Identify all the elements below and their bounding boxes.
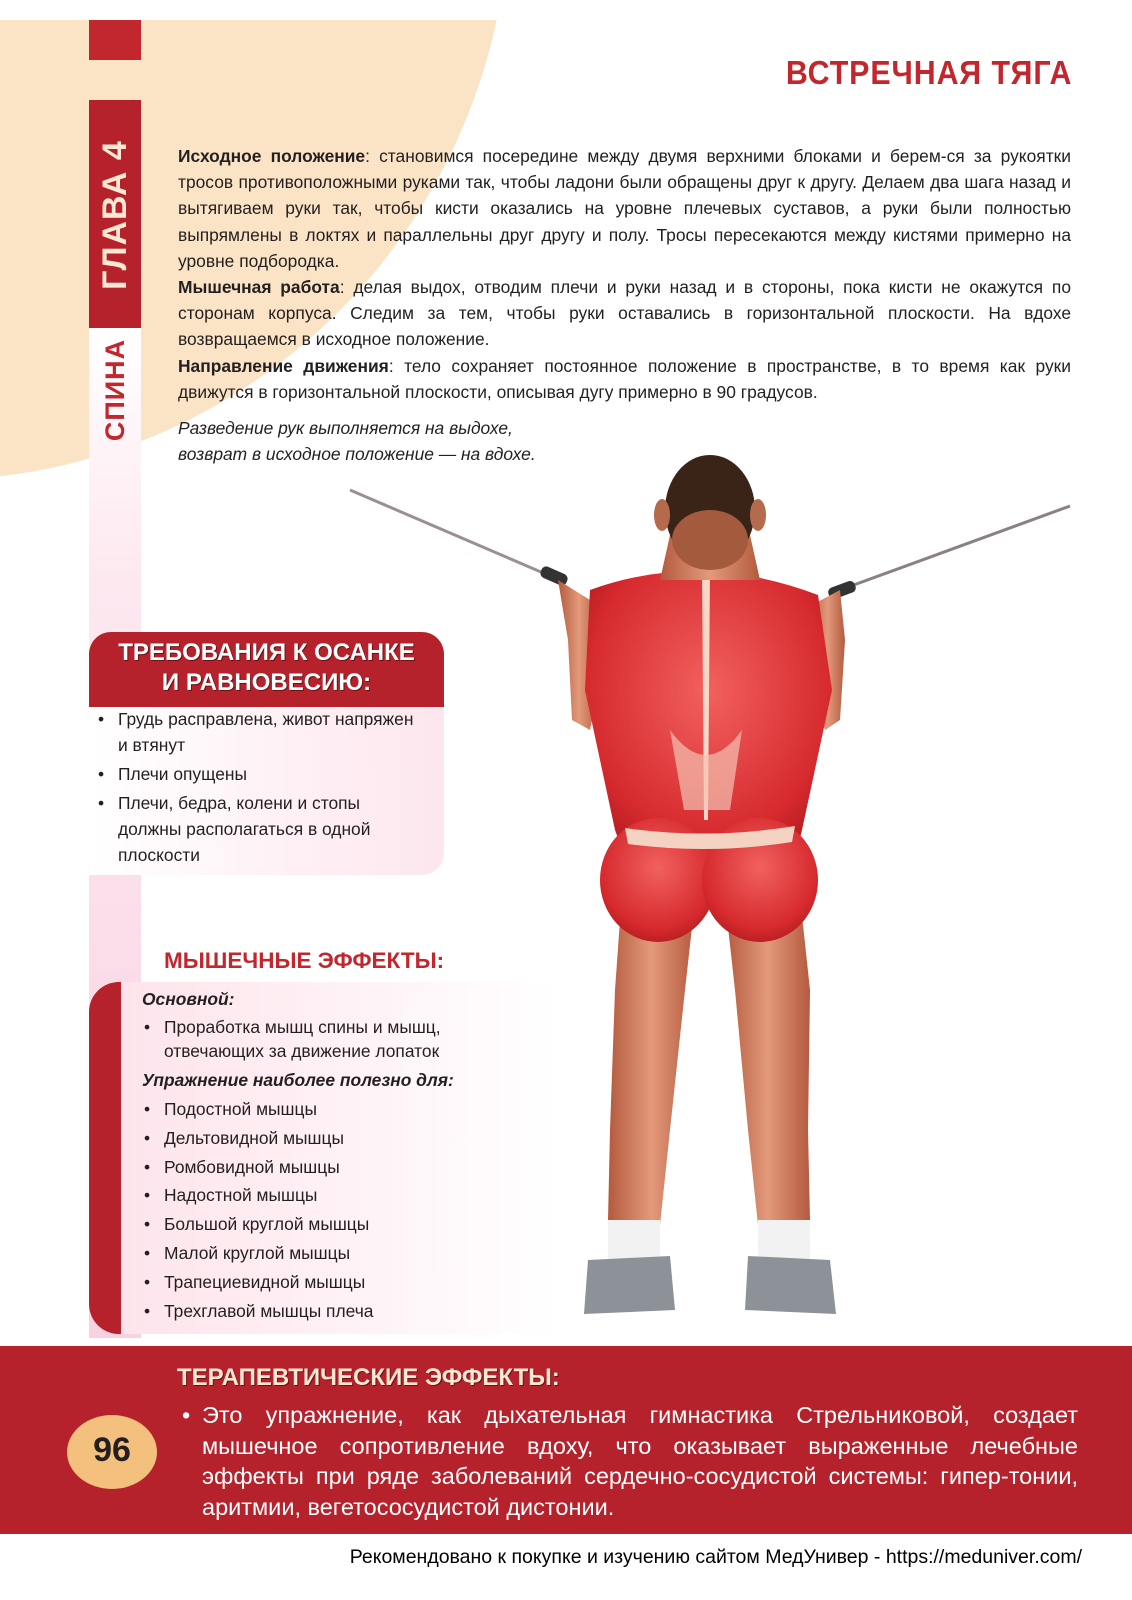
useful-for-list	[140, 1095, 540, 1325]
direction-paragraph	[178, 353, 1071, 405]
muscle-work-label: Мышечная работа	[178, 277, 340, 298]
section-label: СПИНА	[100, 338, 130, 442]
list-item: • Большой круглой мышцы	[140, 1210, 540, 1239]
muscle-effects-accent	[89, 982, 121, 1334]
page-title: ВСТРЕЧНАЯ ТЯГА	[785, 54, 1072, 91]
list-item: • Плечи опущены	[94, 761, 424, 787]
primary-effect-list	[140, 1015, 540, 1063]
top-margin	[0, 0, 1132, 20]
list-item: • Трапециевидной мышцы	[140, 1268, 540, 1297]
exercise-description	[178, 143, 1071, 405]
list-item: • Подостной мышцы	[140, 1095, 540, 1124]
start-position-text: : становимся посередине между двумя верхними блоками и берем-ся за рукоятки тросов противоположными руками так, чтобы ладони были обращены друг к другу. Делаем два шага назад и вытягиваем руки так, чтобы кисти оказались на уровне плечевых суставов, а руки были полностью выпрямлены в локтях и параллельны друг другу и полу. Тросы пересекаются между кистями примерно на уровне подбородка.	[178, 146, 1071, 271]
posture-list	[94, 706, 424, 871]
list-item: • Грудь расправлена, живот напряжен и втянут	[94, 706, 424, 758]
colon: :	[228, 989, 235, 1009]
therapeutic-effects-list	[178, 1400, 1078, 1522]
list-item: • Надостной мышцы	[140, 1181, 540, 1210]
start-position-paragraph	[178, 143, 1071, 274]
posture-title-line: ТРЕБОВАНИЯ К ОСАНКЕ	[118, 639, 415, 666]
breathing-note-line: Разведение рук выполняется на выдохе,	[178, 418, 513, 438]
list-item: • Плечи, бедра, колени и стопы должны располагаться в одной плоскости	[94, 790, 424, 868]
primary-effect-label-text: Основной	[142, 989, 229, 1009]
primary-effect-label	[142, 989, 234, 1010]
list-item: • Ромбовидной мышцы	[140, 1153, 540, 1182]
list-item: • Трехглавой мышцы плеча	[140, 1297, 540, 1326]
direction-text: : тело сохраняет постоянное положение в пространстве, в то время как руки движутся в горизонтальной плоскости, описывая дугу примерно в 90 градусов.	[178, 355, 1072, 402]
useful-for-label-text: Упражнение наиболее полезно для	[142, 1070, 448, 1090]
list-item: • Проработка мышц спины и мышц, отвечающих за движение лопаток	[140, 1015, 540, 1063]
muscle-effects-title: МЫШЕЧНЫЕ ЭФФЕКТЫ:	[164, 948, 445, 973]
list-item: • Это упражнение, как дыхательная гимнастика Стрельниковой, создает мышечное сопротивление вдоху, что оказывает выраженные лечебные эффекты при ряде заболеваний сердечно-сосудистой системы: гипер-тонии, аритмии, вегетососудистой дистонии.	[178, 1400, 1078, 1522]
breathing-note-line: возврат в исходное положение — на вдохе.	[178, 444, 536, 465]
page-number: 96	[93, 1431, 131, 1469]
muscle-work-text: : делая выдох, отводим плечи и руки назад и в стороны, пока кисти не окажутся по сторонам корпуса. Следим за тем, чтобы руки оставались в горизонтальной плоскости. На вдохе возвращаемся в исходное положение.	[178, 277, 1071, 350]
chapter-label: ГЛАВА 4	[96, 140, 134, 290]
muscle-work-paragraph	[178, 274, 1071, 353]
start-position-label: Исходное положение	[178, 146, 366, 166]
direction-label: Направление движения	[178, 355, 389, 376]
colon: :	[447, 1070, 454, 1090]
list-item: • Дельтовидной мышцы	[140, 1124, 540, 1153]
list-item: • Малой круглой мышцы	[140, 1239, 540, 1268]
therapeutic-effects-title: ТЕРАПЕВТИЧЕСКИЕ ЭФФЕКТЫ:	[177, 1364, 560, 1391]
posture-title-line: И РАВНОВЕСИЮ:	[161, 669, 372, 696]
posture-title	[89, 638, 444, 698]
top-red-tab	[89, 20, 141, 60]
useful-for-label	[142, 1070, 454, 1091]
footer-recommendation: Рекомендовано к покупке и изучению сайтом МедУнивер - https://meduniver.com/	[349, 1546, 1082, 1568]
